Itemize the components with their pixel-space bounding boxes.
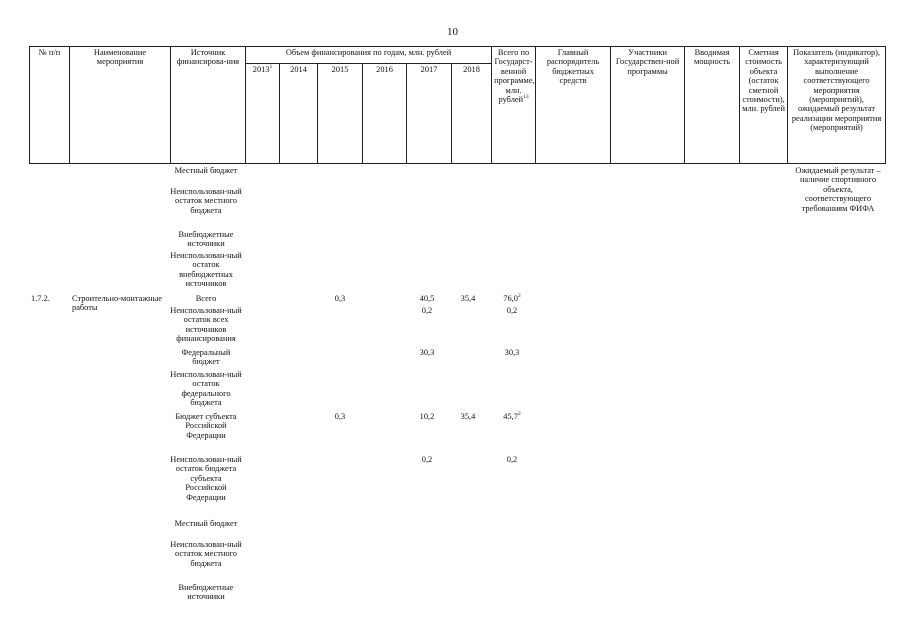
value-total: 76,0$^2$ bbox=[503, 293, 521, 303]
value-2015: 0,3 bbox=[334, 294, 346, 303]
value-2017: 0,2 bbox=[421, 455, 433, 464]
source-label: Внебюджетные источники bbox=[178, 583, 234, 602]
header-indicator: Показатель (индикатор), характеризующий выполнение соответствующего мероприятия (мероприятий), ожидаемый результат реализации мероприятия (мероприятий) bbox=[788, 47, 886, 164]
header-year-2016: 2016 bbox=[363, 64, 407, 164]
header-table bbox=[29, 46, 886, 164]
value-total: 0,2 bbox=[506, 455, 518, 464]
source-label: Неиспользован-ный остаток местного бюджета bbox=[170, 540, 242, 568]
expected-result: Ожидаемый результат – наличие спортивного объекта, соответствующего требованиям ФИФА bbox=[795, 166, 881, 213]
source-label: Неиспользован-ный остаток всех источников финансирования bbox=[170, 306, 242, 344]
header-participants: Участники Государствен-ной программы bbox=[611, 47, 685, 164]
source-label: Неиспользован-ный остаток бюджета субъекта Российской Федерации bbox=[170, 455, 242, 502]
header-year-2018: 2018 bbox=[452, 64, 492, 164]
source-label: Всего bbox=[195, 294, 217, 303]
header-volume: Объем финансирования по годам, млн. рублей bbox=[246, 47, 492, 64]
top-source: Неиспользован-ный остаток местного бюджета bbox=[170, 187, 242, 215]
header-year-2013: 2013$^1$ bbox=[246, 64, 280, 164]
header-manager: Главный распорядитель бюджетных средств bbox=[536, 47, 611, 164]
source-label: Неиспользован-ный остаток федерального бюджета bbox=[170, 370, 242, 408]
source-label: Бюджет субъекта Российской Федерации bbox=[175, 412, 237, 440]
value-2017: 0,2 bbox=[421, 306, 433, 315]
header-year-2017: 2017 bbox=[407, 64, 452, 164]
top-source: Местный бюджет bbox=[174, 166, 238, 175]
header-name: Наименование мероприятия bbox=[70, 47, 171, 164]
value-total: 45,7$^2$ bbox=[503, 411, 521, 421]
source-label: Федеральный бюджет bbox=[181, 348, 231, 367]
top-source: Внебюджетные источники bbox=[178, 230, 234, 249]
source-label: Местный бюджет bbox=[174, 519, 238, 528]
page-number: 10 bbox=[447, 26, 458, 38]
value-total: 0,2 bbox=[506, 306, 518, 315]
header-num: № п/п bbox=[30, 47, 70, 164]
item-name: Строительно-монтажные работы bbox=[72, 294, 162, 313]
value-2017: 40,5 bbox=[419, 294, 435, 303]
header-year-2015: 2015 bbox=[318, 64, 363, 164]
item-num: 1.7.2. bbox=[31, 294, 50, 303]
header-total: Всего по Государст-венной программе, млн. рублей$^{13}$ bbox=[492, 47, 536, 164]
header-estimate: Сметная стоимость объекта (остаток сметной стоимости), млн. рублей bbox=[740, 47, 788, 164]
value-2017: 30,3 bbox=[419, 348, 435, 357]
value-2015: 0,3 bbox=[334, 412, 346, 421]
value-total: 30,3 bbox=[504, 348, 520, 357]
value-2018: 35,4 bbox=[460, 412, 476, 421]
header-year-2014: 2014 bbox=[280, 64, 318, 164]
top-source: Неиспользован-ный остаток внебюджетных источников bbox=[170, 251, 242, 289]
value-2017: 10,2 bbox=[419, 412, 435, 421]
value-2018: 35,4 bbox=[460, 294, 476, 303]
header-source: Источник финансирова-ния bbox=[171, 47, 246, 164]
header-capacity: Вводимая мощность bbox=[685, 47, 740, 164]
